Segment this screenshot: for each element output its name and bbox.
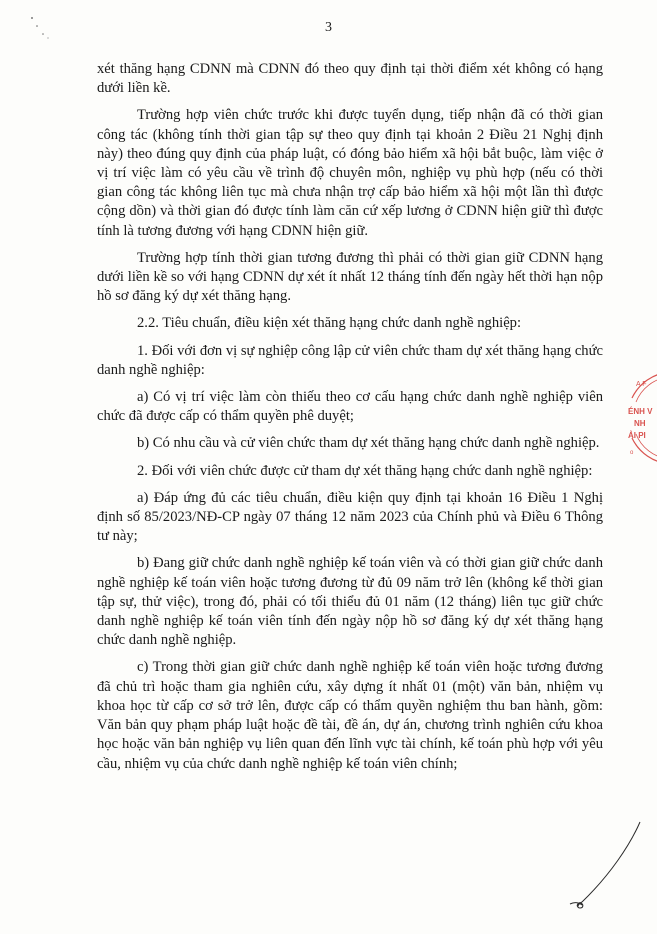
paragraph-equivalent-time: Trường hợp tính thời gian tương đương thì phải có thời gian giữ CDNN hạng dưới liền kề so với hạng CDNN dự xét ít nhất 12 tháng tính đến ngày hết thời hạn nộp hồ sơ đăng ký dự xét thăng hạng. (97, 249, 603, 305)
section-heading-2-2: 2.2. Tiêu chuẩn, điều kiện xét thăng hạng chức danh nghề nghiệp: (137, 315, 522, 332)
svg-text:ÉNH V: ÉNH V (628, 407, 653, 416)
signature (560, 820, 645, 920)
svg-text:o: o (630, 450, 634, 456)
item-2a: a) Đáp ứng đủ các tiêu chuẩn, điều kiện quy định tại khoản 16 Điều 1 Nghị định số 85/2023/NĐ-CP ngày 07 tháng 12 năm 2023 của Chính phủ và Điều 6 Thông tư này; (97, 489, 603, 545)
item-2c: c) Trong thời gian giữ chức danh nghề nghiệp kế toán viên hoặc tương đương đã chủ trì hoặc tham gia nghiên cứu, xây dựng ít nhất 01 (một) văn bản, nhiệm vụ khoa học từ cấp cơ sở trở lên, được cấp có thẩm quyền nghiệm thu ban hành, gồm: Văn bản quy phạm pháp luật hoặc đề tài, đề án, dự án, chương trình nghiên cứu khoa học hoặc văn bản nghiệp vụ liên quan đến lĩnh vực tài chính, kế toán phù hợp với yêu cầu, nhiệm vụ của chức danh nghề nghiệp kế toán viên chính; (97, 659, 603, 772)
paragraph-prior-service: Trường hợp viên chức trước khi được tuyển dụng, tiếp nhận đã có thời gian công tác (không tính thời gian tập sự theo quy định tại khoản 2 Điều 21 Nghị định này) theo đúng quy định của pháp luật, có đóng bảo hiểm xã hội bắt buộc, làm việc ở vị trí việc làm có yêu cầu về trình độ chuyên môn, nghiệp vụ phù hợp (nếu có thời gian công tác không liên tục mà chưa nhận trợ cấp bảo hiểm xã hội một lần thì được cộng dồn) và thời gian đó được tính làm căn cứ xếp lương ở CDNN hiện giữ thì được tính là tương đương với hạng CDNN hiện giữ. (97, 107, 603, 239)
svg-text:A F: A F (636, 381, 647, 388)
paragraph-continuation: xét thăng hạng CDNN mà CDNN đó theo quy định tại thời điểm xét không có hạng dưới liền kề. (97, 61, 603, 97)
item-2-officer-criteria: 2. Đối với viên chức được cử tham dự xét thăng hạng chức danh nghề nghiệp: (137, 462, 593, 479)
page-number: 3 (325, 20, 332, 35)
item-1b: b) Có nhu cầu và cử viên chức tham dự xét thăng hạng chức danh nghề nghiệp. (137, 435, 600, 452)
item-1-unit-criteria: 1. Đối với đơn vị sự nghiệp công lập cử viên chức tham dự xét thăng hạng chức danh nghề nghiệp: (97, 342, 603, 378)
svg-text:ẢI PI: ẢI PI (628, 431, 646, 440)
red-seal-stamp (622, 368, 657, 468)
document-body (97, 60, 603, 782)
item-2b: b) Đang giữ chức danh nghề nghiệp kế toán viên và có thời gian giữ chức danh nghề nghiệp kế toán viên hoặc tương đương từ đủ 09 năm trở lên (không kể thời gian tập sự, thử việc), trong đó, phải có tối thiểu đủ 01 năm (12 tháng) liên tục giữ chức danh nghề nghiệp kế toán viên tính đến ngày nộp hồ sơ đăng ký dự xét thăng hạng chức danh nghề nghiệp. (97, 555, 603, 649)
svg-text:NH: NH (634, 419, 646, 428)
item-1a: a) Có vị trí việc làm còn thiếu theo cơ cấu hạng chức danh nghề nghiệp viên chức đã được cấp có thẩm quyền phê duyệt; (97, 389, 603, 425)
